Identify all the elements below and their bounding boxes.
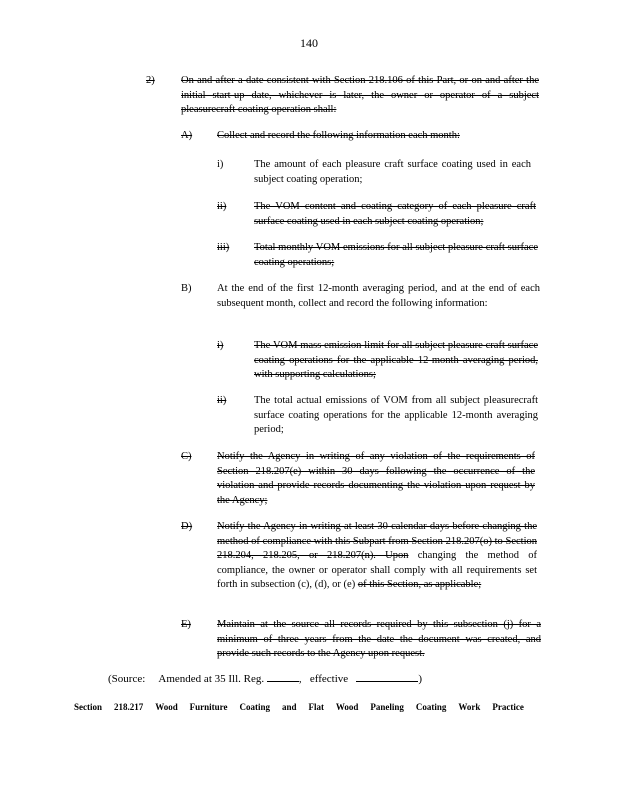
- item-a-i-text: [254, 158, 531, 187]
- item-c-marker: C): [181, 451, 192, 462]
- item-b-ii-text: The total actual emissions of VOM from all subject pleasurecraft surface coating operations for the applicable 12-month averaging period;: [254, 395, 538, 435]
- section-heading-word: Practice: [492, 702, 524, 712]
- item-b-ii-marker: ii): [217, 395, 227, 406]
- section-heading-word: Coating: [239, 702, 270, 712]
- item-c-text: Notify the Agency in writing of any violation of the requirements of Section 218.207(e) within 30 days following the occurrence of the violation and provide records documenting the violation upon request by the Agency;: [217, 451, 535, 506]
- source-close: ): [418, 673, 423, 685]
- item-a-i-text-content: The amount of each pleasure craft surface coating used in each subject coating operation;: [254, 159, 531, 185]
- source-effective: effective: [309, 673, 349, 685]
- source-amended: Amended at 35 Ill. Reg.: [158, 673, 265, 685]
- item-e-marker: E): [181, 619, 191, 630]
- item-2-marker: 2): [146, 75, 155, 86]
- item-a-i-marker: i): [217, 159, 224, 170]
- section-heading-word: Flat: [308, 702, 324, 712]
- item-a-ii-marker: ii): [217, 201, 227, 212]
- register-blank: [267, 670, 299, 682]
- item-a-iii-marker: iii): [217, 242, 230, 253]
- item-a-iii-text: Total monthly VOM emissions for all subject pleasure craft surface coating operations;: [254, 242, 538, 268]
- section-heading-word: 218.217: [113, 702, 144, 712]
- page-number: 140: [300, 36, 318, 50]
- section-heading-word: Coating: [415, 702, 447, 712]
- item-b-i-marker: i): [217, 340, 224, 351]
- item-d-text-struck: Notify the Agency in writing at least 30 calendar days before changing the method of compliance with this Subpart from Section 218.207(o) to Section 218.204, 218.205, or 218.207(n). Upon: [217, 521, 537, 561]
- source-label: (Source:: [108, 673, 146, 685]
- item-a-marker: A): [181, 130, 193, 141]
- item-2-text: On and after a date consistent with Section 218.106 of this Part, or on and after the initial start-up date, whichever is later, the owner or operator of a subject pleasurecraft coating operation shall:: [181, 75, 539, 115]
- section-heading-word: Paneling: [370, 702, 404, 712]
- item-d-marker: D): [181, 521, 193, 532]
- section-heading-word: and: [281, 702, 297, 712]
- section-heading-word: Wood: [335, 702, 359, 712]
- effective-date-blank: [356, 670, 418, 682]
- item-e-text: Maintain at the source all records required by this subsection (j) for a minimum of three years from the date the document was created, and provide such records to the Agency upon request.: [217, 619, 541, 659]
- section-heading-word: Furniture: [189, 702, 228, 712]
- section-heading: [74, 700, 524, 715]
- item-b-marker: B): [181, 283, 192, 294]
- item-b-text: At the end of the first 12-month averaging period, and at the end of each subsequent month, collect and record the following information:: [217, 283, 540, 309]
- item-d-text: [217, 520, 537, 593]
- item-d-text-struck2: of this Section, as applicable;: [357, 579, 482, 590]
- source-note: (Source: Amended at 35 Ill. Reg. , effective ): [108, 670, 422, 687]
- section-heading-word: Section: [74, 702, 102, 712]
- item-a-text: Collect and record the following information each month:: [217, 130, 460, 141]
- section-heading-word: Wood: [155, 702, 178, 712]
- section-heading-word: Work: [458, 702, 481, 712]
- item-b-i-text: The VOM mass emission limit for all subject pleasure craft surface coating operations for the applicable 12-month averaging period, with supporting calculations;: [254, 340, 538, 380]
- item-a-ii-text: The VOM content and coating category of each pleasure craft surface coating used in each subject coating operation;: [254, 201, 536, 227]
- item-d-text-plain: changing the method of compliance, the owner or operator shall comply with all requirements set forth in subsection (c), (d), or (e): [217, 550, 538, 590]
